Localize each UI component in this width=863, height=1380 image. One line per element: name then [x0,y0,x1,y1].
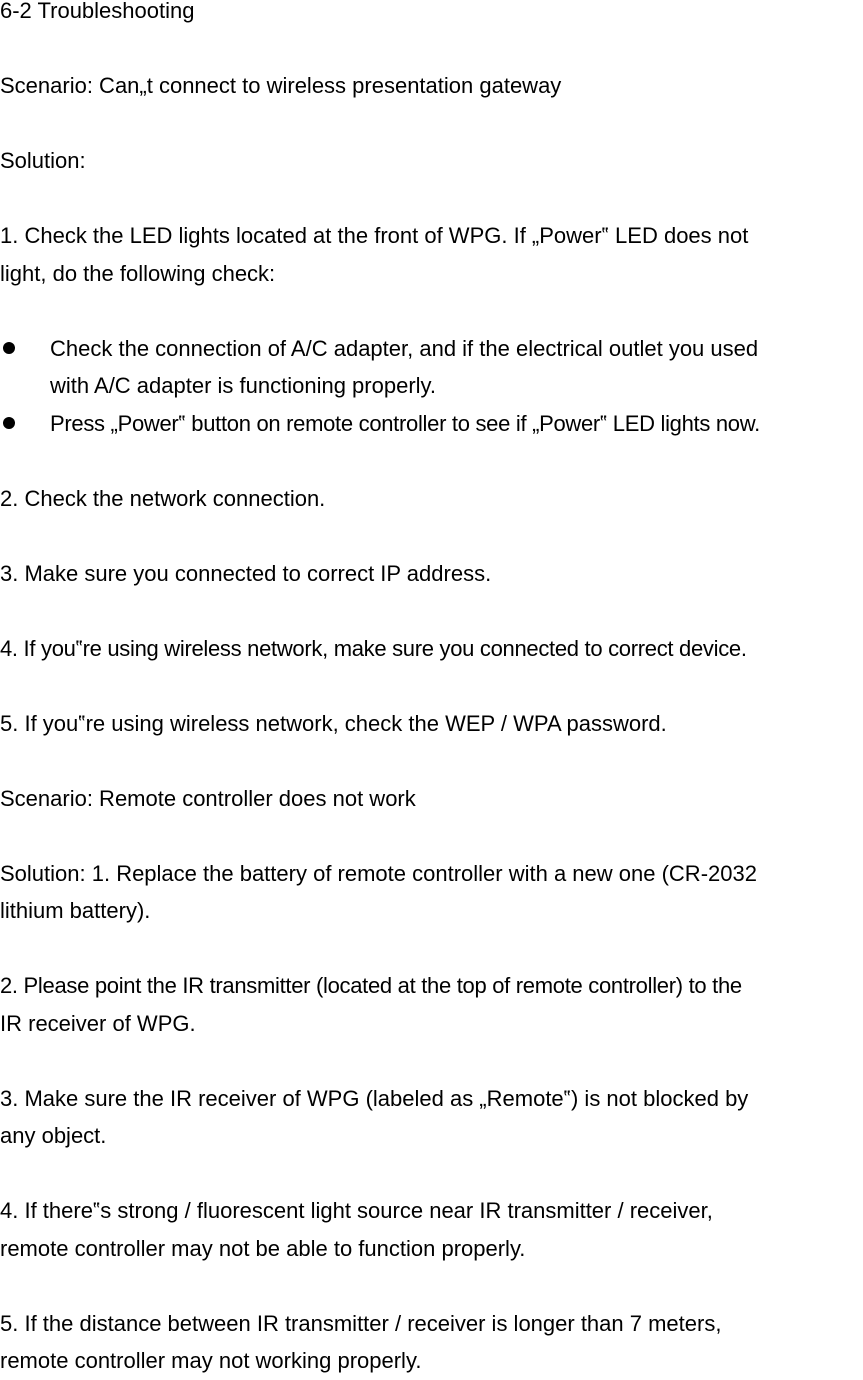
spacer [0,1155,863,1193]
bullet-item-line-2: with A/C adapter is functioning properly. [50,373,437,398]
scenario-1-step-2: 2. Check the network connection. [0,485,326,511]
section-heading: 6-2 Troubleshooting [0,0,195,23]
scenario-2-step-5-line-2: remote controller may not working properly. [0,1348,422,1373]
scenario-2-step-3-line-1: 3. Make sure the IR receiver of WPG (labeled as „Remote‟) is not blocked by [0,1085,749,1111]
bullet-item [0,405,863,443]
spacer [0,1267,863,1305]
bullet-dot-icon [2,405,16,443]
spacer [0,592,863,630]
scenario-1-solution-label: Solution: [0,148,86,173]
spacer [0,817,863,855]
scenario-1-step-5: 5. If you‟re using wireless network, check the WEP / WPA password. [0,710,667,736]
spacer [0,517,863,555]
spacer [0,180,863,218]
scenario-1-step-4: 4. If you‟re using wireless network, make sure you connected to correct device. [0,635,747,661]
spacer [0,1042,863,1080]
bullet-item [0,330,863,405]
scenario-2-step-1-line-2: lithium battery). [0,898,151,923]
bullet-item-line-1: Check the connection of A/C adapter, and if the electrical outlet you used [50,335,759,361]
scenario-2-step-2-line-1: 2. Please point the IR transmitter (located at the top of remote controller) to the [0,973,742,998]
spacer [0,930,863,968]
spacer [0,442,863,480]
spacer [0,105,863,143]
spacer [0,30,863,68]
scenario-2-step-1-line-1: Solution: 1. Replace the battery of remote controller with a new one (CR-2032 [0,860,757,886]
scenario-2-step-3-line-2: any object. [0,1123,107,1148]
spacer [0,742,863,780]
scenario-1-title: Scenario: Can„t connect to wireless presentation gateway [0,73,562,98]
scenario-1-step-1-line-2: light, do the following check: [0,260,276,286]
bullet-item-line-1: Press „Power‟ button on remote controller to see if „Power‟ LED lights now. [50,410,760,436]
spacer [0,667,863,705]
scenario-1-step-3: 3. Make sure you connected to correct IP address. [0,560,492,586]
scenario-2-step-2-line-2: IR receiver of WPG. [0,1010,196,1036]
scenario-2-step-4-line-1: 4. If there‟s strong / fluorescent light source near IR transmitter / receiver, [0,1198,713,1223]
scenario-2-step-5-line-1: 5. If the distance between IR transmitter / receiver is longer than 7 meters, [0,1310,722,1336]
scenario-2-step-4-line-2: remote controller may not be able to function properly. [0,1235,526,1261]
bullet-dot-icon [2,330,16,368]
scenario-2-title: Scenario: Remote controller does not work [0,785,416,811]
spacer [0,292,863,330]
scenario-1-step-1-line-1: 1. Check the LED lights located at the front of WPG. If „Power‟ LED does not [0,223,749,248]
